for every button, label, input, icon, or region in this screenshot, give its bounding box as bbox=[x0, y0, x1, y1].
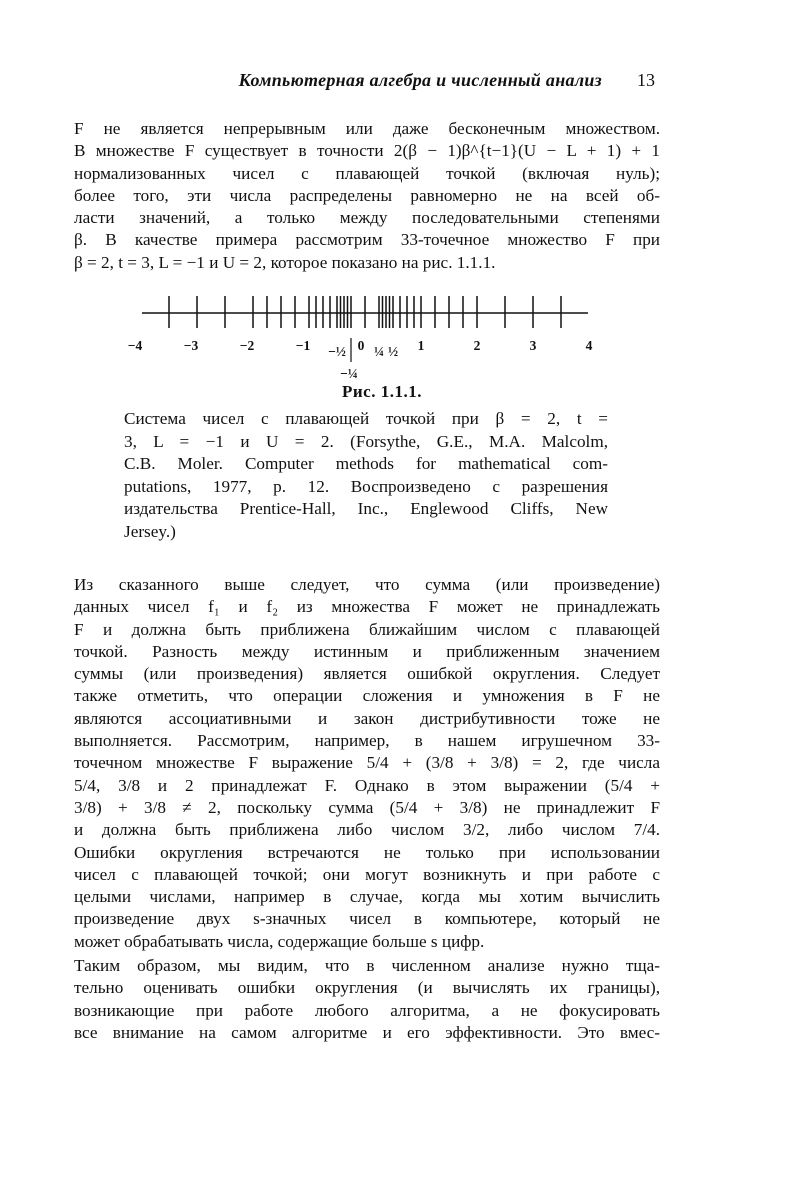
caption-line: putations, 1977, p. 12. Воспроизведено с разрешения bbox=[124, 476, 608, 496]
figure-title: Рис. 1.1.1. bbox=[342, 382, 422, 401]
text-line: β. В качестве примера рассмотрим 33-точечное множество F при bbox=[74, 230, 660, 250]
text-line: произведение двух s-значных чисел в компьютере, который не bbox=[74, 909, 660, 929]
figure-caption bbox=[124, 408, 608, 543]
running-title: Компьютерная алгебра и численный анализ bbox=[238, 70, 602, 90]
caption-line: издательства Prentice-Hall, Inc., Englewood Cliffs, New bbox=[124, 499, 608, 518]
text-line: ласти значений, а только между последовательными степенями bbox=[74, 208, 660, 228]
axis-tick-label: −1 bbox=[295, 338, 311, 353]
text-line: β = 2, t = 3, L = −1 и U = 2, которое показано на рис. 1.1.1. bbox=[74, 252, 496, 272]
text-line: точечном множестве F выражение 5/4 + (3/8 + 3/8) = 2, где числа bbox=[74, 753, 660, 773]
text-line: выполняется. Рассмотрим, например, в нашем игрушечном 33- bbox=[74, 731, 660, 751]
number-line-diagram bbox=[110, 282, 620, 382]
paragraph-1 bbox=[74, 118, 660, 274]
text-line: F не является непрерывным или даже бесконечным множеством. bbox=[74, 119, 660, 138]
text-line: точкой. Разность между истинным и приближенным значением bbox=[74, 641, 660, 661]
text-line: чисел с плавающей точкой; они могут возникнуть и при работе с bbox=[74, 864, 660, 884]
caption-line: C.B. Moler. Computer methods for mathematical com- bbox=[124, 454, 608, 473]
text-line: целыми числами, например в случае, когда мы хотим вычислить bbox=[74, 887, 660, 907]
text-line: являются ассоциативными и закон дистрибутивности тоже не bbox=[74, 708, 660, 728]
axis-tick-label: 2 bbox=[473, 338, 481, 353]
page-number: 13 bbox=[637, 70, 655, 90]
running-header bbox=[0, 70, 800, 96]
axis-tick-label: −3 bbox=[183, 338, 199, 353]
text-line: все внимание на самом алгоритме и его эффективности. Это вмес- bbox=[74, 1022, 660, 1042]
number-line-figure bbox=[110, 282, 620, 397]
axis-tick-label: 0 bbox=[357, 338, 365, 353]
text-line: и должна быть приближена либо числом 3/2, либо числом 7/4. bbox=[74, 820, 660, 840]
text-line: более того, эти числа распределены равномерно не на всей об- bbox=[74, 185, 660, 205]
text-line: 3/8) + 3/8 ≠ 2, поскольку сумма (5/4 + 3/8) не принадлежит F bbox=[74, 797, 660, 817]
axis-tick-label: 3 bbox=[529, 338, 537, 353]
caption-line: Система чисел с плавающей точкой при β = 2, t = bbox=[124, 409, 608, 428]
axis-tick-label: 4 bbox=[585, 338, 593, 353]
text-line: суммы (или произведения) является ошибкой округления. Следует bbox=[74, 664, 660, 684]
axis-tick-label: −2 bbox=[239, 338, 255, 353]
axis-tick-label: −¼ bbox=[340, 366, 358, 381]
paragraph-2 bbox=[74, 574, 660, 953]
text-line: 5/4, 3/8 и 2 принадлежат F. Однако в этом выражении (5/4 + bbox=[74, 775, 660, 795]
axis-tick-label: 1 bbox=[417, 338, 425, 353]
text-line: возникающие при работе любого алгоритма, а не фокусировать bbox=[74, 1000, 660, 1020]
axis-tick-label: ½ bbox=[387, 344, 399, 359]
axis-tick-label: −½ bbox=[328, 344, 346, 359]
text-line: может обрабатывать числа, содержащие больше s цифр. bbox=[74, 931, 485, 951]
text-line: Таким образом, мы видим, что в численном анализе нужно тща- bbox=[74, 956, 660, 975]
caption-line: Jersey.) bbox=[124, 521, 176, 541]
text-line: нормализованных чисел с плавающей точкой (включая нуль); bbox=[74, 163, 660, 183]
text-line: F и должна быть приближена ближайшим числом с плавающей bbox=[74, 619, 660, 639]
text-line: также отметить, что операции сложения и умножения в F не bbox=[74, 686, 660, 706]
text-line: Ошибки округления встречаются не только при использовании bbox=[74, 842, 660, 862]
axis-tick-label: −4 bbox=[127, 338, 143, 353]
caption-line: 3, L = −1 и U = 2. (Forsythe, G.E., M.A. Malcolm, bbox=[124, 431, 608, 451]
text-line: Из сказанного выше следует, что сумма (или произведение) bbox=[74, 575, 660, 594]
paragraph-3 bbox=[74, 955, 660, 1044]
text-line: тельно оценивать ошибки округления (и вычислять их границы), bbox=[74, 978, 660, 998]
text-line: данных чисел f₁ и f₂ из множества F может не принадлежать bbox=[74, 597, 660, 617]
axis-tick-label: ¼ bbox=[373, 344, 385, 359]
text-line: В множестве F существует в точности 2(β − 1)β^{t−1}(U − L + 1) + 1 bbox=[74, 141, 660, 161]
